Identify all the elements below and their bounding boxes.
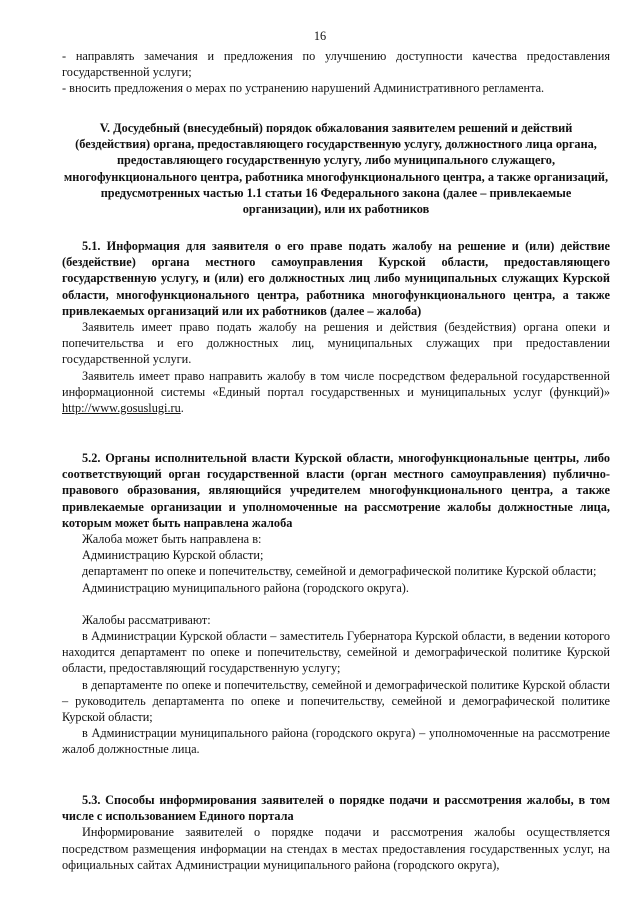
intro-block xyxy=(62,48,610,97)
paragraph: Заявитель имеет право подать жалобу на решения и действия (бездействия) органа опеки и попечительства и его должностных лиц, муниципальных служащих при предоставлении государственной услуги. xyxy=(62,320,610,367)
paragraph: Информирование заявителей о порядке подачи и рассмотрения жалобы осуществляется посредством размещения информации на стендах в местах предоставления государственных услуг, на официальных сайтах Администрации муниципального района (городского округа), xyxy=(62,825,610,872)
section-title: V. Досудебный (внесудебный) порядок обжалования заявителем решений и действий (бездействия) органа, предоставляющего государственную услугу, должностного лица органа, предоставляющего государственную услугу, либо муниципального служащего, многофункционального центра, работника многофункционального центра, а также организаций, предусмотренных частью 1.1 статьи 16 Федерального закона (далее – привлекаемые организации), или их работников xyxy=(63,121,609,217)
subsection-heading: 5.1. Информация для заявителя о его праве подать жалобу на решение и (или) действие (бездействие) органа местного самоуправления Курской области, предоставляющего государственную услугу, и (или) его должностных лиц либо муниципальных служащих Курской области, многофункционального центра, работника многофункционального центра, а также привлекаемых организаций или их работников (далее – жалоба) xyxy=(62,239,610,318)
paragraph: в Администрации муниципального района (городского округа) – уполномоченные на рассмотрение жалоб должностные лица. xyxy=(62,726,610,757)
subsection-heading: 5.2. Органы исполнительной власти Курской области, многофункциональные центры, либо соответствующий орган государственной власти (орган местного самоуправления) публично-правового образования, являющийся учредителем многофункционального центра, а также привлекаемые организации и уполномоченные на рассмотрение жалобы должностные лица, которым может быть направлена жалоба xyxy=(62,451,610,530)
paragraph: в Администрации Курской области – заместитель Губернатора Курской области, в ведении которого находится департамент по опеке и попечительству, семейной и демографической политике Курской области, предоставляющий государственную услугу; xyxy=(62,629,610,676)
paragraph xyxy=(62,368,610,417)
section-5-2 xyxy=(62,450,610,758)
subsection-heading: 5.3. Способы информирования заявителей о порядке подачи и рассмотрения жалобы, в том числе с использованием Единого портала xyxy=(62,793,610,824)
section-5-1 xyxy=(62,238,610,416)
paragraph: Администрацию Курской области; xyxy=(82,548,264,563)
paragraph: в департаменте по опеке и попечительству, семейной и демографической политике Курской области – руководитель департамента по опеке и попечительству, семейной и демографической политике Курской области; xyxy=(62,677,610,725)
gosuslugi-link[interactable]: http://www.gosuslugi.ru xyxy=(62,401,181,416)
paragraph: Жалобы рассматривают: xyxy=(82,612,211,627)
intro-item: - вносить предложения о мерах по устранению нарушений Административного регламента. xyxy=(62,81,545,96)
page-number: 16 xyxy=(313,29,327,43)
intro-item: - направлять замечания и предложения по улучшению доступности качества предоставления государственной услуги; xyxy=(62,49,610,80)
section-5-3 xyxy=(62,792,610,873)
section-5-title-block xyxy=(62,120,610,217)
paragraph: Администрацию муниципального района (городского округа). xyxy=(82,580,409,595)
paragraph-end: . xyxy=(180,401,184,416)
paragraph: Жалоба может быть направлена в: xyxy=(82,532,262,547)
paragraph-text: Заявитель имеет право направить жалобу в том числе посредством федеральной государственной информационной системы «Единый портал государственных и муниципальных услуг (функций)» xyxy=(62,368,610,399)
paragraph: департамент по опеке и попечительству, семейной и демографической политике Курской области; xyxy=(82,564,597,579)
